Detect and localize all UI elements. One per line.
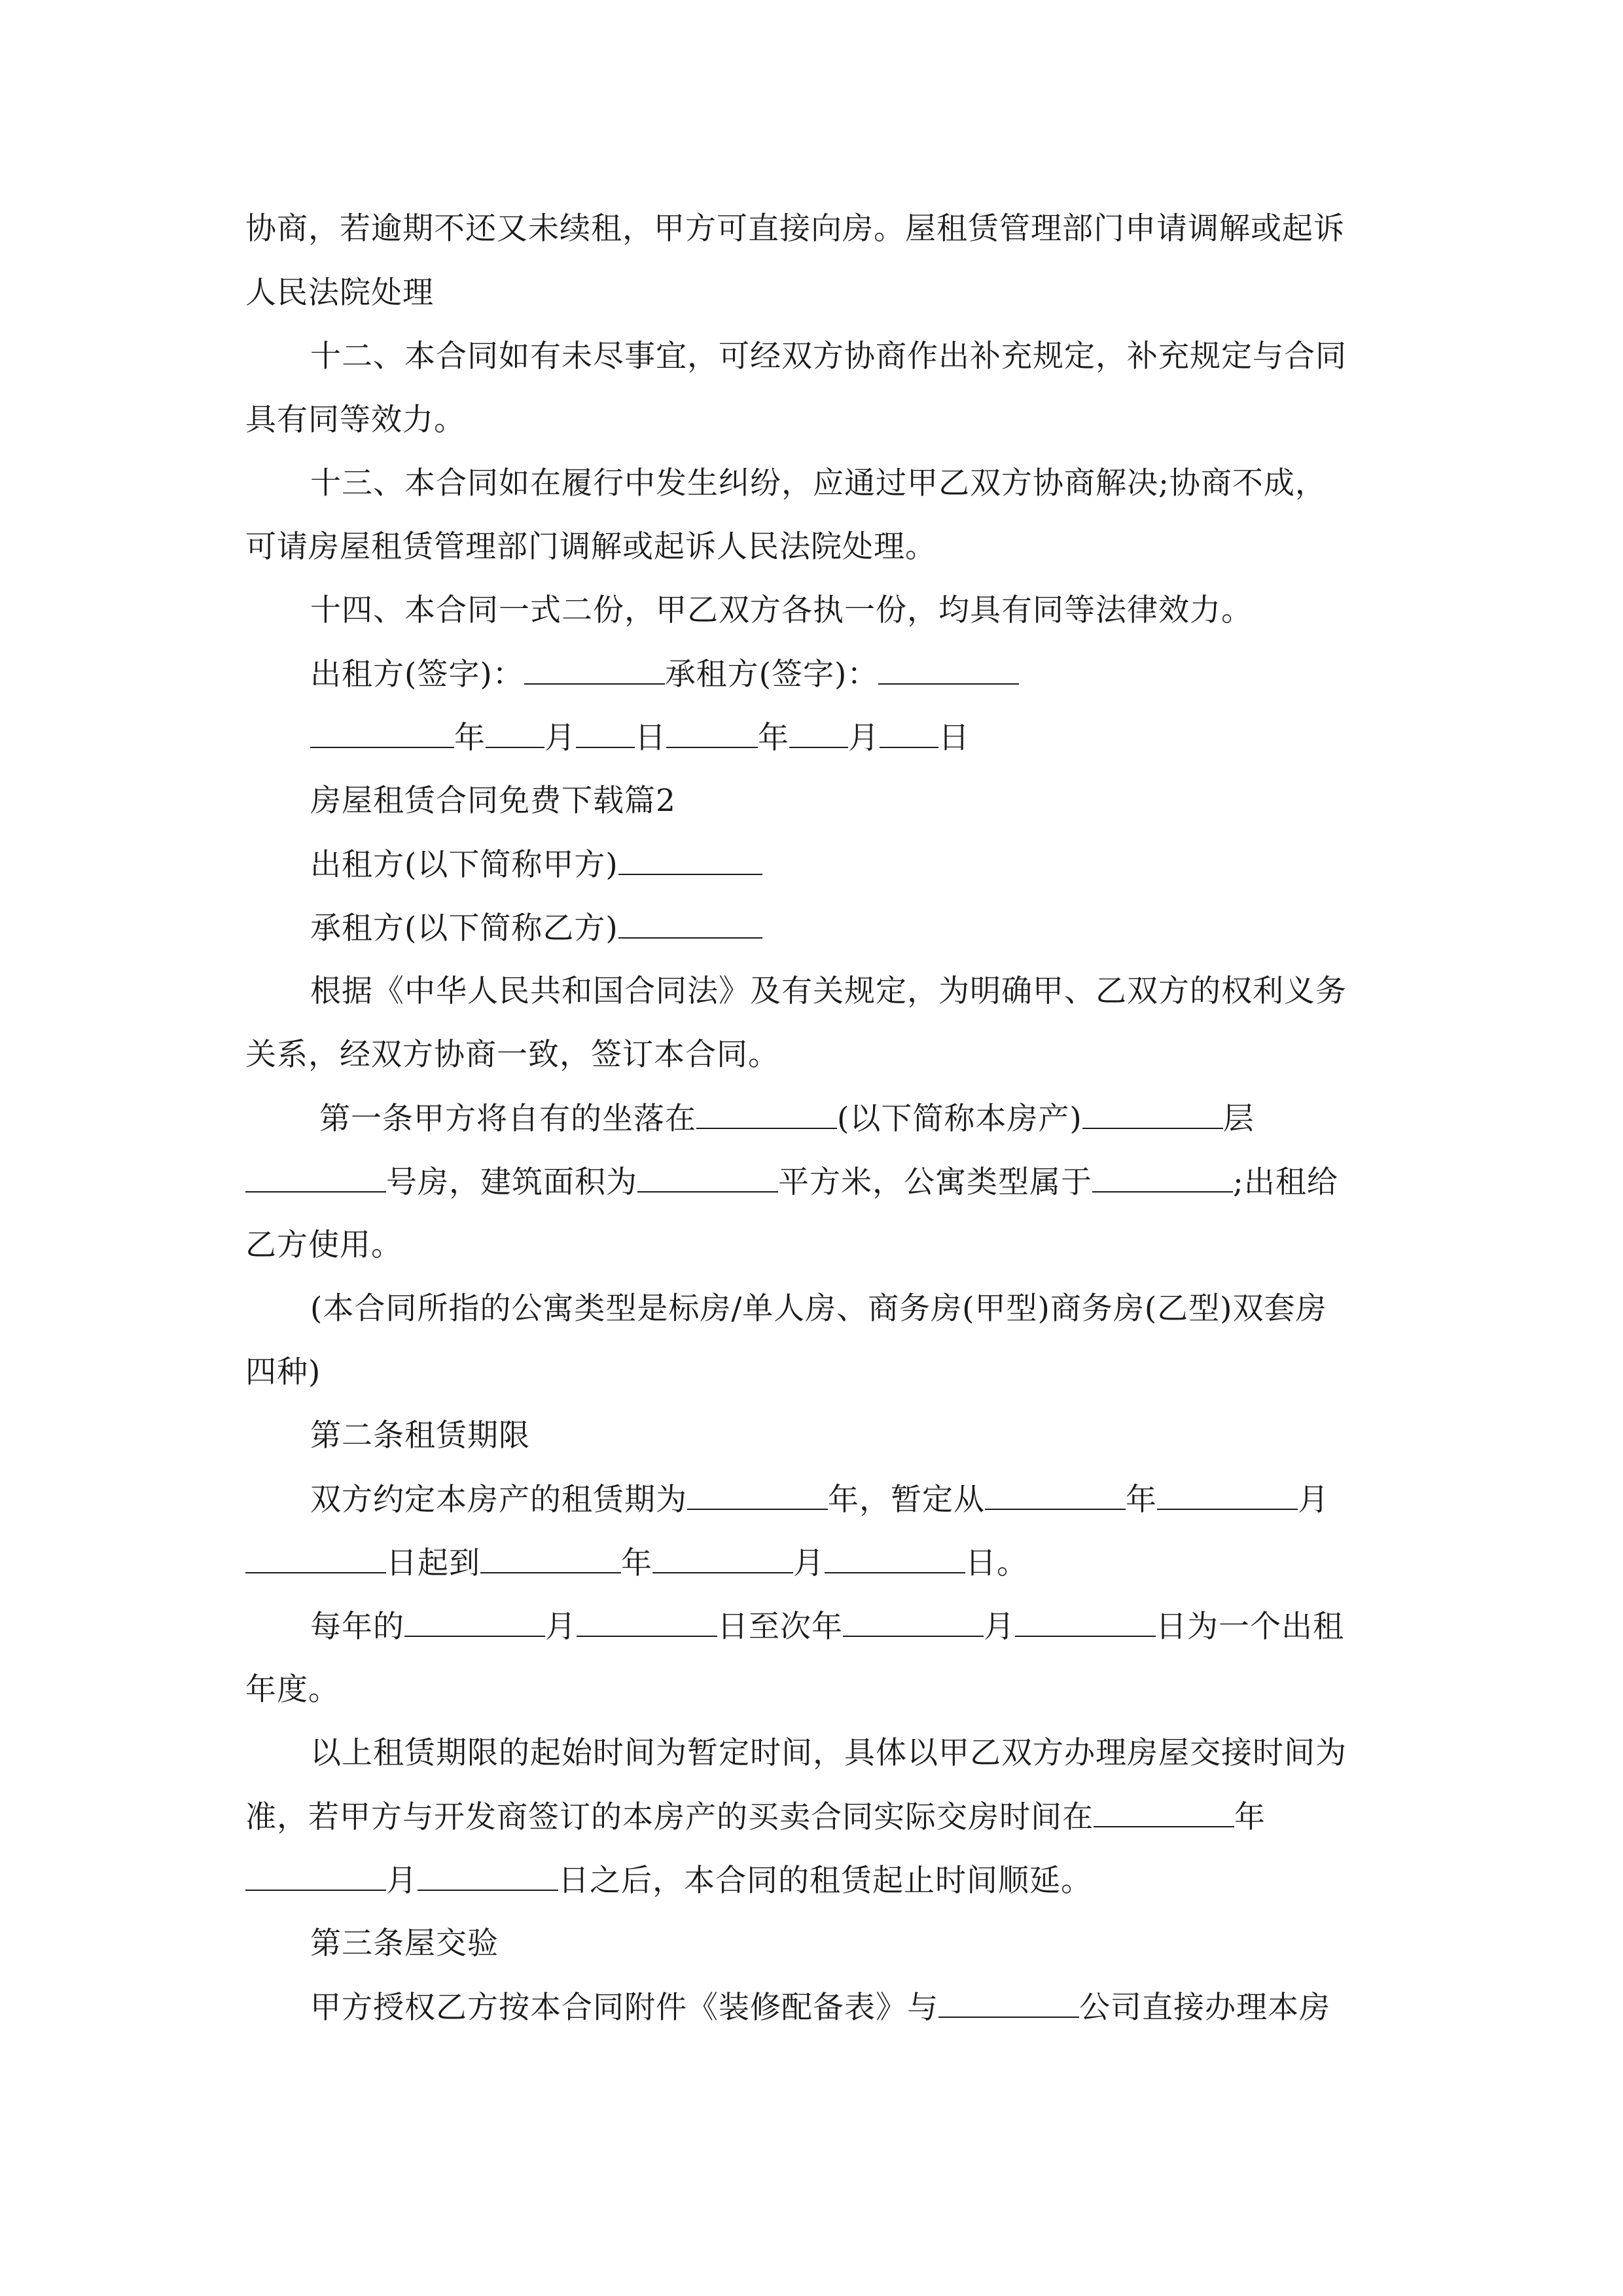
note-line: 四种)	[245, 1354, 321, 1390]
text-span: 月	[545, 1609, 577, 1645]
party-a-line	[310, 845, 1449, 885]
blank-field	[789, 718, 848, 748]
article-1-line	[319, 1099, 1458, 1139]
party-a-blank	[618, 845, 762, 875]
blank-field	[696, 1099, 837, 1129]
text-line: 可请房屋租赁管理部门调解或起诉人民法院处理。	[245, 529, 936, 565]
blank-field	[418, 1861, 558, 1891]
text-span: 双方约定本房产的租赁期为	[310, 1482, 687, 1518]
blank-field	[245, 1162, 386, 1193]
party-b-blank	[618, 908, 762, 939]
article-2-line	[310, 1480, 1449, 1520]
text-span: 日之后，本合同的租赁起止时间顺延。	[558, 1863, 1092, 1899]
article-1-line	[245, 1162, 1384, 1202]
text-span: 号房，建筑面积为	[386, 1164, 637, 1200]
blank-field	[1092, 1162, 1233, 1193]
blank-field	[880, 718, 938, 748]
article-2-line: 以上租赁期限的起始时间为暂定时间，具体以甲乙双方办理房屋交接时间为	[310, 1735, 1347, 1771]
blank-field	[486, 718, 544, 748]
day-unit: 日	[635, 720, 666, 756]
text-span: 日。	[965, 1545, 1028, 1581]
text-span: 年	[1234, 1799, 1266, 1835]
blank-field	[1157, 1480, 1298, 1510]
date-line	[310, 718, 1449, 758]
text-span: 年，暂定从	[828, 1482, 985, 1518]
lessee-signature-blank	[878, 655, 1019, 685]
text-line: 协商，若逾期不还又未续租，甲方可直接向房。屋租赁管理部门申请调解或起诉	[245, 211, 1345, 247]
party-b-label: 承租方(以下简称乙方)	[310, 910, 618, 946]
article-3-line	[310, 1988, 1449, 2028]
article-2-line	[245, 1861, 1384, 1901]
intro-line: 关系，经双方协商一致，签订本合同。	[245, 1037, 779, 1073]
blank-field	[245, 1861, 386, 1891]
year-unit: 年	[758, 720, 789, 756]
text-span: 日至次年	[717, 1609, 843, 1645]
text-span: (以下简称本房产)	[837, 1101, 1082, 1137]
article-2-line	[310, 1607, 1449, 1647]
article-3-title: 第三条屋交验	[310, 1926, 499, 1962]
blank-field	[985, 1480, 1126, 1510]
text-line: 具有同等效力。	[245, 402, 465, 438]
blank-field	[1082, 1099, 1223, 1129]
text-span: 月	[793, 1545, 825, 1581]
text-span: 日为一个出租	[1156, 1609, 1344, 1645]
text-span: 准，若甲方与开发商签订的本房产的买卖合同实际交房时间在	[245, 1799, 1094, 1835]
text-span: 平方米，公寓类型属于	[778, 1164, 1092, 1200]
text-line: 人民法院处理	[245, 275, 434, 311]
text-span: 月	[1298, 1482, 1329, 1518]
party-b-line	[310, 908, 1449, 948]
text-span: ;出租给	[1233, 1164, 1338, 1200]
blank-field	[1015, 1607, 1156, 1637]
text-span: 月	[386, 1863, 418, 1899]
lessee-signature-label: 承租方(签字)：	[664, 656, 879, 692]
text-span: 年	[621, 1545, 652, 1581]
text-span: 公司直接办理本房	[1079, 1990, 1330, 2026]
text-span: 日起到	[386, 1545, 480, 1581]
article-2-line: 年度。	[245, 1672, 340, 1708]
blank-field	[666, 718, 758, 748]
article-1-line: 乙方使用。	[245, 1227, 402, 1263]
blank-field	[576, 718, 635, 748]
blank-field	[843, 1607, 984, 1637]
year-unit: 年	[454, 720, 486, 756]
blank-field	[637, 1162, 778, 1193]
text-line: 十四、本合同一式二份，甲乙双方各执一份，均具有同等法律效力。	[310, 592, 1253, 628]
lessor-signature-label: 出租方(签字)：	[310, 656, 524, 692]
text-line: 十二、本合同如有未尽事宜，可经双方协商作出补充规定，补充规定与合同	[310, 338, 1347, 374]
blank-field	[577, 1607, 717, 1637]
text-span: 甲方授权乙方按本合同附件《装修配备表》与	[310, 1990, 938, 2026]
blank-field	[404, 1607, 545, 1637]
party-a-label: 出租方(以下简称甲方)	[310, 847, 618, 883]
text-span: 每年的	[310, 1609, 404, 1645]
note-line: (本合同所指的公寓类型是标房/单人房、商务房(甲型)商务房(乙型)双套房	[310, 1291, 1327, 1327]
lessor-signature-blank	[524, 655, 665, 685]
blank-field	[652, 1543, 793, 1573]
intro-line: 根据《中华人民共和国合同法》及有关规定，为明确甲、乙双方的权利义务	[310, 973, 1347, 1009]
text-span: 层	[1222, 1101, 1255, 1137]
blank-field	[245, 1543, 386, 1573]
blank-field	[687, 1480, 828, 1510]
blank-field	[825, 1543, 965, 1573]
month-unit: 月	[848, 720, 880, 756]
article-2-title: 第二条租赁期限	[310, 1418, 530, 1454]
blank-field	[938, 1988, 1079, 2018]
text-span: 年	[1126, 1482, 1157, 1518]
signature-line	[310, 655, 1449, 694]
article-2-line	[245, 1543, 1384, 1583]
text-line: 十三、本合同如在履行中发生纠纷，应通过甲乙双方协商解决;协商不成，	[310, 465, 1327, 501]
article-2-line	[245, 1797, 1384, 1837]
day-unit: 日	[938, 720, 970, 756]
text-span: 第一条甲方将自有的坐落在	[319, 1101, 696, 1137]
section-title: 房屋租赁合同免费下载篇2	[310, 783, 676, 819]
blank-field	[1094, 1797, 1234, 1827]
text-span: 月	[984, 1609, 1015, 1645]
month-unit: 月	[544, 720, 576, 756]
blank-field	[310, 718, 454, 748]
blank-field	[480, 1543, 621, 1573]
